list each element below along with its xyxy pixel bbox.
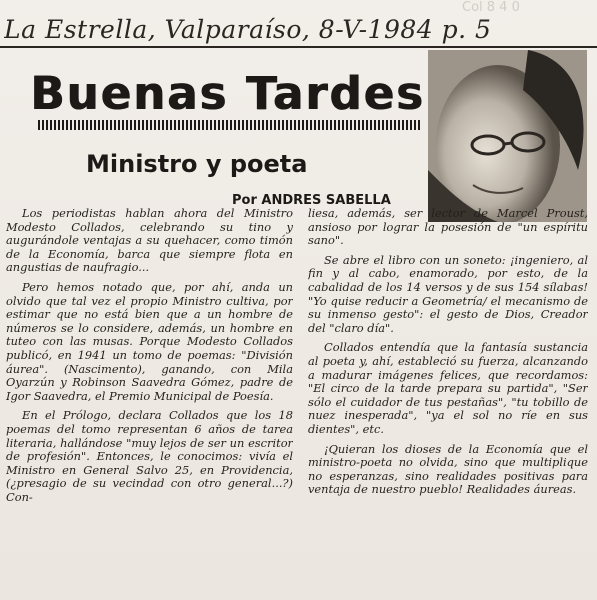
paragraph: ¡Quieran los dioses de la Economía que el ministro-poeta no olvida, sino que multiplique no esperanzas, sino realidades positivas para ventaja de nuestro pueblo! Realidades áureas. [308,441,588,497]
article-title: Ministro y poeta [86,150,308,178]
paragraph: liesa, además, ser lector de Marcel Proust, ansioso por lograr la posesión de "un espíritu sano". [308,207,588,248]
paragraph: Pero hemos notado que, por ahí, anda un olvido que tal vez el propio Ministro cultiva, por estimar que no está bien que a un hombre de números se lo considere, además, un hombre en tuteo con las musas. Porque Modesto Collados publicó, en 1941 un tomo de poemas: "División áurea". (Nascimento), ganando, con Mila Oyarzún y Robinson Saavedra Gómez, padre de Igor Saavedra, el Premio Municipal de Poesía. [6,279,293,403]
article-byline: Por ANDRES SABELLA [232,193,391,208]
article-column-right [308,207,588,599]
portrait-image [428,50,587,222]
paragraph: Se abre el libro con un soneto: ¡ingeniero, al fin y al cabo, enamorado, por esto, de la cabalidad de los 14 versos y de sus 154 sílabas! "Yo quise reducir a Geometría/ el mecanismo de su inmenso gesto": el gesto de Dios, Creador del "claro día". [308,252,588,335]
archive-stamp: Col 8 4 0 [462,0,520,15]
paragraph: Collados entendía que la fantasía sustancia al poeta y, ahí, estableció su fuerza, alcanzando a madurar imágenes felices, que recordamos: "El circo de la tarde prepara su partida", "Ser sólo el cuidador de tus pestañas", "tu tobillo de nuez inesperada", "ya el sol no ríe en sus dientes", etc. [308,340,588,436]
article-column-left [6,207,293,599]
author-portrait-photo [428,50,587,222]
masthead-rule [38,120,421,130]
column-masthead: Buenas Tardes [30,67,425,120]
paragraph: Los periodistas hablan ahora del Ministro Modesto Collados, celebrando su tino y augurándole ventajas a su quehacer, como timón de la Economía, barca que siempre flota en angustias de naufragio... [6,207,293,275]
handwritten-source-note: La Estrella, Valparaíso, 8-V-1984 p. 5 [4,15,492,44]
handwritten-underline [0,46,597,48]
paragraph: En el Prólogo, declara Collados que los 18 poemas del tomo representan 6 años de tarea literaria, hallándose "muy lejos de ser un escritor de profesión". Entonces, le conocimos: vivía el Ministro en General Salvo 25, en Providencia, (¿presagio de su vecindad con otro general...?) Con- [6,408,293,504]
